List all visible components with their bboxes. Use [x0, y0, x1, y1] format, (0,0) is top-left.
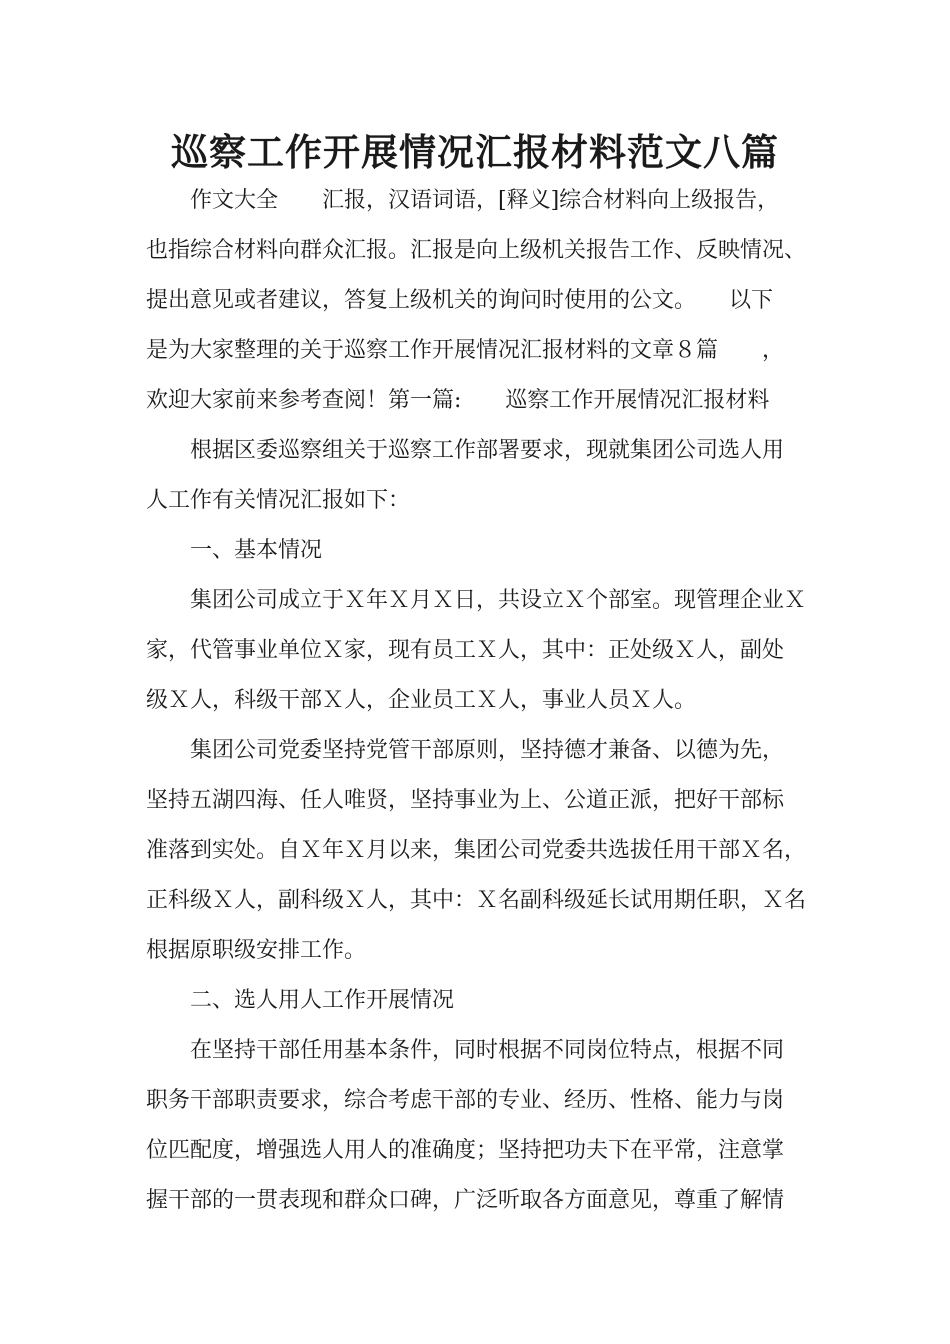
text-line: 正科级Ｘ人，副科级Ｘ人，其中：Ｘ名副科级延长试用期任职，Ｘ名 — [146, 888, 807, 913]
text-line: 根据原职级安排工作。 — [146, 938, 367, 963]
text-line: 提出意见或者建议，答复上级机关的询问时使用的公文。 以下 — [146, 288, 774, 313]
text-line: 也指综合材料向群众汇报。汇报是向上级机关报告工作、反映情况、 — [146, 238, 807, 263]
text-line: 准落到实处。自Ｘ年Ｘ月以来，集团公司党委共选拔任用干部Ｘ名， — [146, 838, 807, 863]
text-line: 作文大全 汇报，汉语词语，[释义]综合材料向上级报告， — [190, 188, 780, 213]
text-line: 家，代管事业单位Ｘ家，现有员工Ｘ人，其中：正处级Ｘ人，副处 — [146, 638, 785, 663]
text-line: 集团公司党委坚持党管干部原则，坚持德才兼备、以德为先， — [190, 738, 785, 763]
text-line: 欢迎大家前来参考查阅！第一篇: 巡察工作开展情况汇报材料 — [146, 388, 770, 413]
text-line: 位匹配度，增强选人用人的准确度；坚持把功夫下在平常，注意掌 — [146, 1138, 785, 1163]
text-line: 握干部的一贯表现和群众口碑，广泛听取各方面意见，尊重了解情 — [146, 1188, 785, 1213]
section-heading: 一、基本情况 — [190, 538, 323, 563]
text-line: 根据区委巡察组关于巡察工作部署要求，现就集团公司选人用 — [190, 438, 785, 463]
text-line: 在坚持干部任用基本条件，同时根据不同岗位特点，根据不同 — [190, 1038, 785, 1063]
text-line: 坚持五湖四海、任人唯贤，坚持事业为上、公道正派，把好干部标 — [146, 788, 785, 813]
text-line: 集团公司成立于Ｘ年Ｘ月Ｘ日，共设立Ｘ个部室。现管理企业Ｘ — [190, 588, 807, 613]
text-line: 是为大家整理的关于巡察工作开展情况汇报材料的文章８篇 ， — [146, 338, 785, 363]
document-title: 巡察工作开展情况汇报材料范文八篇 — [171, 131, 779, 174]
text-line: 职务干部职责要求，综合考虑干部的专业、经历、性格、能力与岗 — [146, 1088, 785, 1113]
section-heading: 二、选人用人工作开展情况 — [190, 988, 455, 1013]
text-line: 人工作有关情况汇报如下： — [146, 488, 411, 513]
text-line: 级Ｘ人，科级干部Ｘ人，企业员工Ｘ人，事业人员Ｘ人。 — [146, 688, 697, 713]
